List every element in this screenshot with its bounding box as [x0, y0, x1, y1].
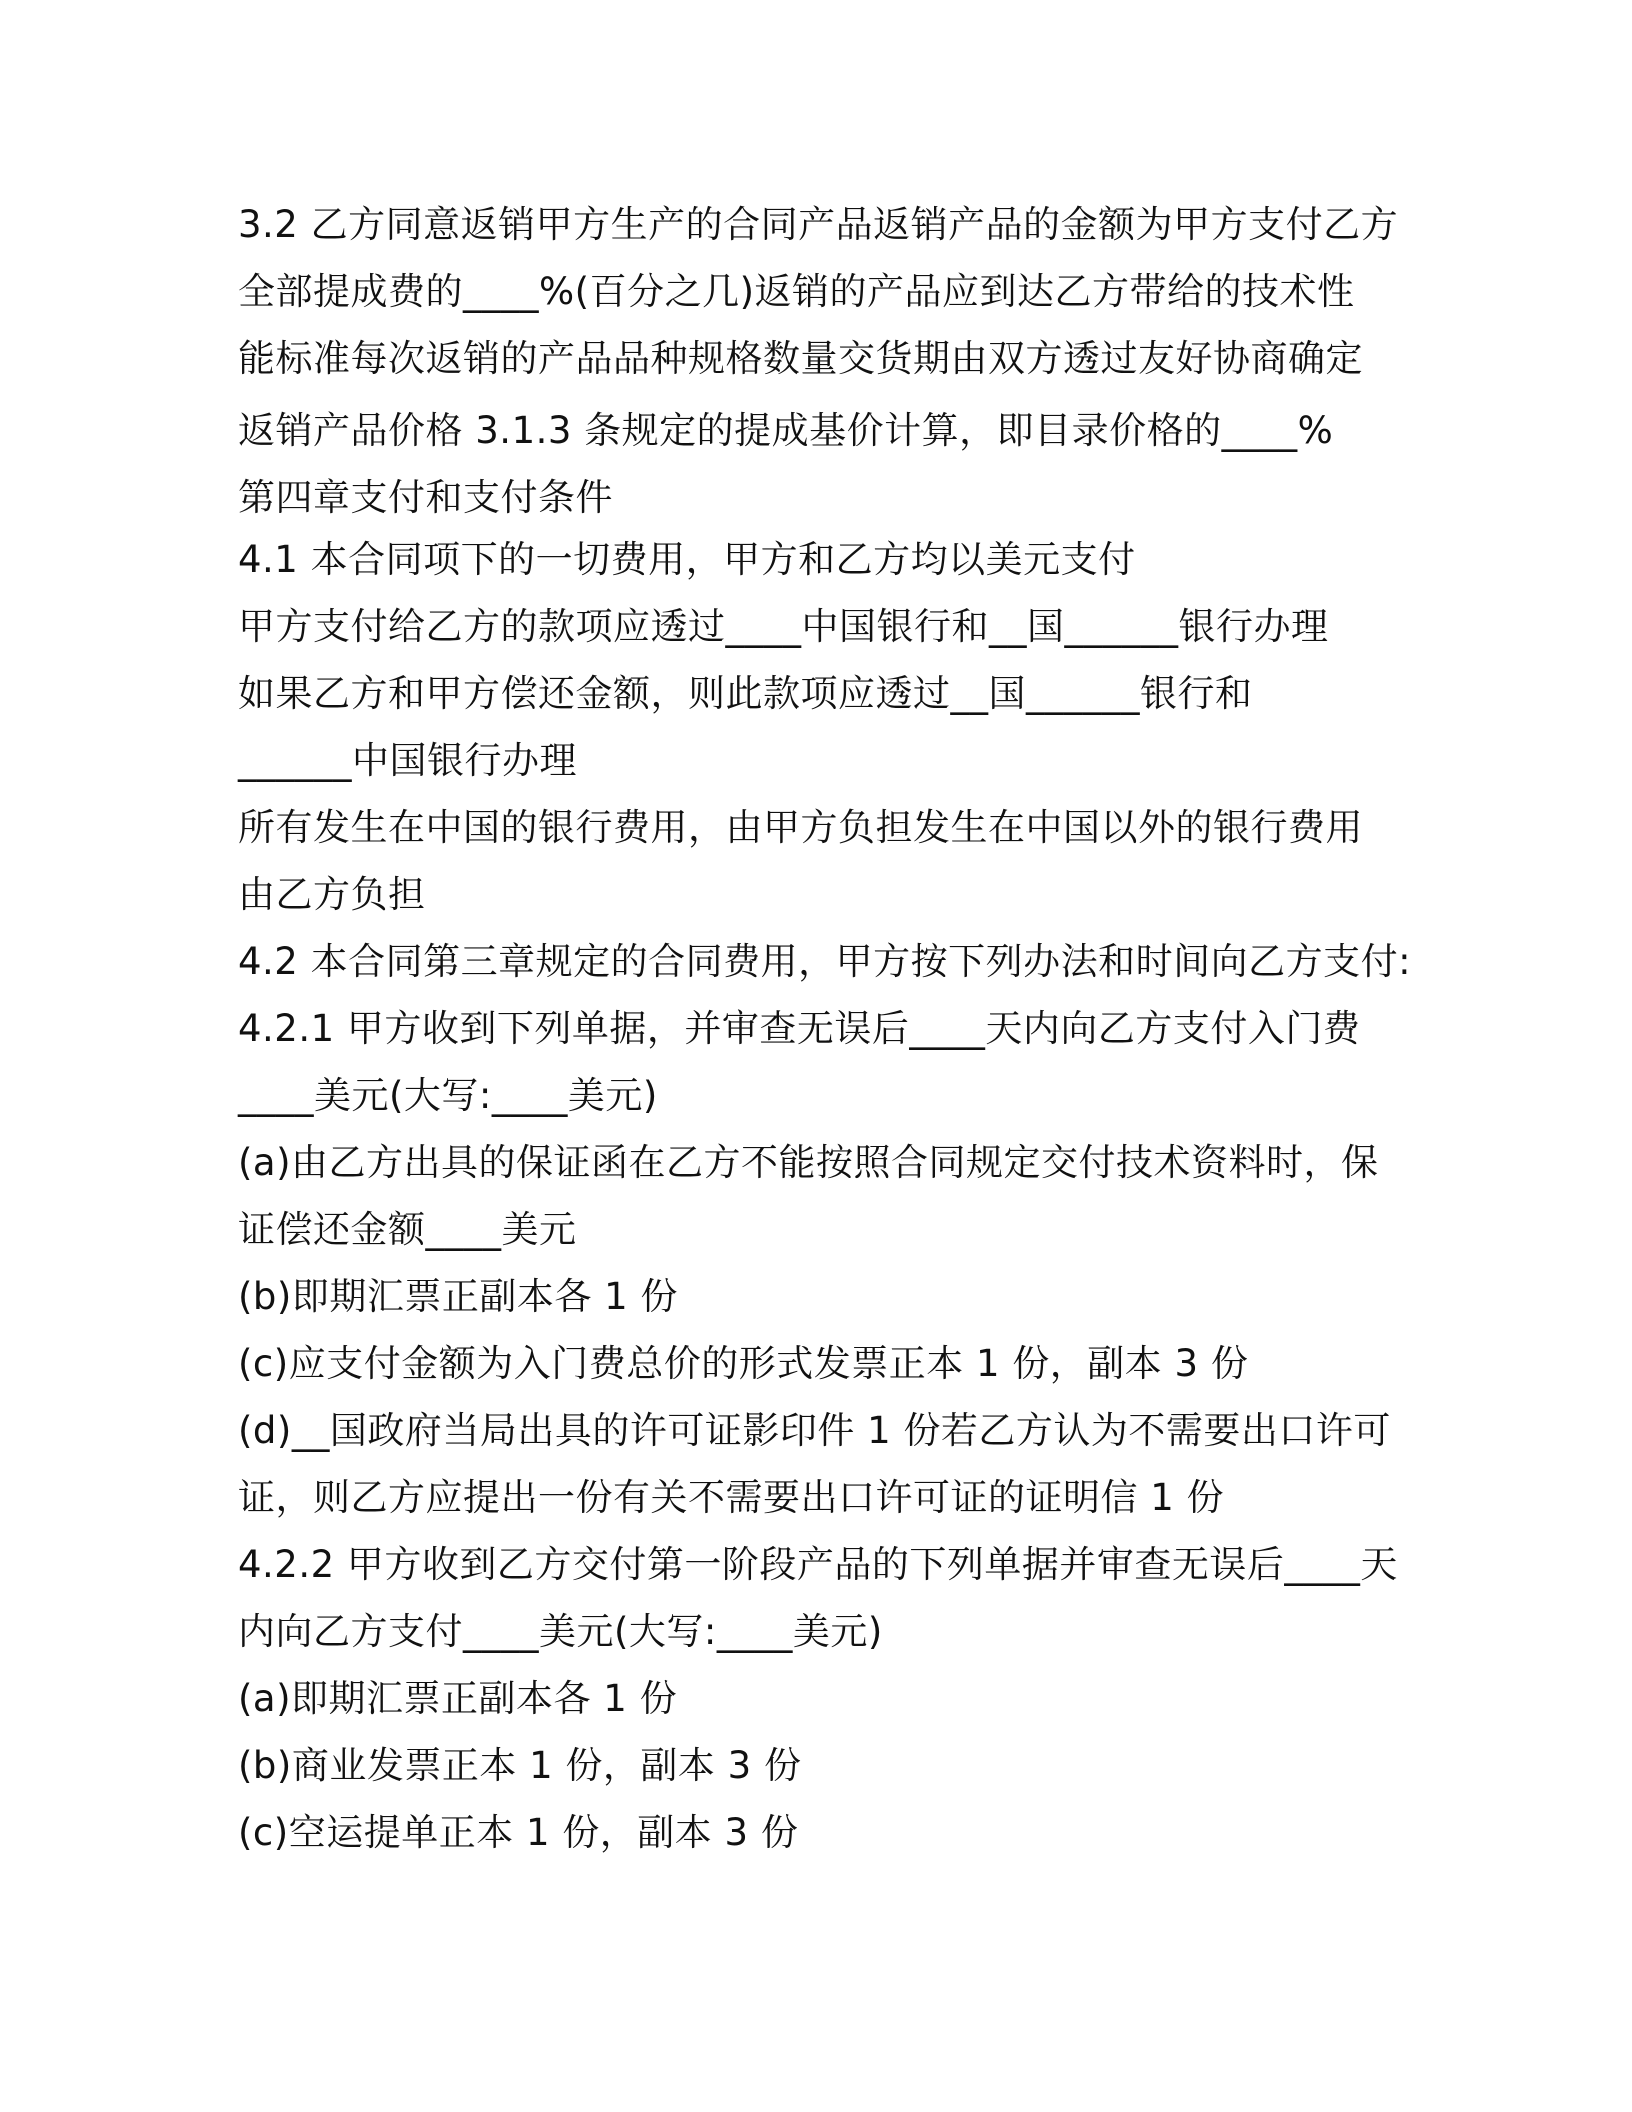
text-line: 返销产品价格 3.1.3 条规定的提成基价计算，即目录价格的____% — [238, 409, 1334, 452]
text-line: 3.2 乙方同意返销甲方生产的合同产品返销产品的金额为甲方支付乙方 — [238, 203, 1399, 246]
text-line: (d)__国政府当局出具的许可证影印件 1 份若乙方认为不需要出口许可 — [238, 1409, 1391, 1452]
text-line: ______中国银行办理 — [238, 739, 577, 782]
text-line: 所有发生在中国的银行费用，由甲方负担发生在中国以外的银行费用 — [238, 806, 1363, 849]
text-line: (a)即期汇票正副本各 1 份 — [238, 1677, 678, 1720]
text-line: (b)商业发票正本 1 份，副本 3 份 — [238, 1744, 802, 1787]
text-line: 全部提成费的____%(百分之几)返销的产品应到达乙方带给的技术性 — [238, 270, 1355, 313]
chapter-heading: 第四章支付和支付条件 — [238, 476, 613, 519]
text-line: (b)即期汇票正副本各 1 份 — [238, 1275, 678, 1318]
text-line: 甲方支付给乙方的款项应透过____中国银行和__国______银行办理 — [238, 605, 1329, 648]
text-line: (a)由乙方出具的保证函在乙方不能按照合同规定交付技术资料时，保 — [238, 1141, 1379, 1184]
text-line: 证偿还金额____美元 — [238, 1208, 577, 1251]
text-line: 能标准每次返销的产品品种规格数量交货期由双方透过友好协商确定 — [238, 337, 1363, 380]
text-line: 内向乙方支付____美元(大写:____美元) — [238, 1610, 883, 1653]
document-body — [238, 191, 1418, 1866]
text-line: 4.2 本合同第三章规定的合同费用，甲方按下列办法和时间向乙方支付: — [238, 940, 1412, 983]
text-line: 4.1 本合同项下的一切费用，甲方和乙方均以美元支付 — [238, 538, 1136, 581]
text-line: 由乙方负担 — [238, 873, 426, 916]
text-line: (c)空运提单正本 1 份，副本 3 份 — [238, 1811, 799, 1854]
text-line: ____美元(大写:____美元) — [238, 1074, 658, 1117]
text-line: 如果乙方和甲方偿还金额，则此款项应透过__国______银行和 — [238, 672, 1253, 715]
text-line: 4.2.2 甲方收到乙方交付第一阶段产品的下列单据并审查无误后____天 — [238, 1543, 1398, 1586]
text-line: (c)应支付金额为入门费总价的形式发票正本 1 份，副本 3 份 — [238, 1342, 1249, 1385]
text-line: 4.2.1 甲方收到下列单据，并审查无误后____天内向乙方支付入门费 — [238, 1007, 1361, 1050]
text-line: 证，则乙方应提出一份有关不需要出口许可证的证明信 1 份 — [238, 1476, 1225, 1519]
